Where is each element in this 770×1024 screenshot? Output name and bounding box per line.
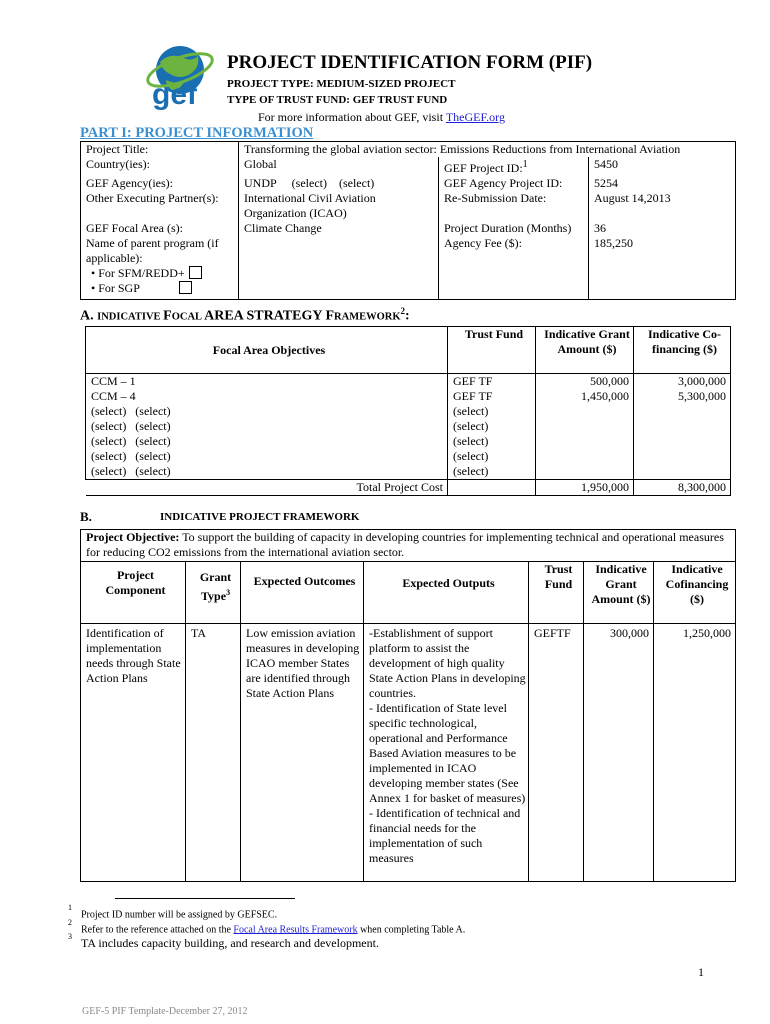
trust-fund-cell: GEF TF [448,389,536,404]
duration-label: Project Duration (Months) [439,221,589,236]
parent-program-cell [81,236,239,300]
section-a-prefix: A. [80,308,94,324]
partners-value: International Civil Aviation Organization (ICAO) [239,191,439,221]
parent-program-label: Name of parent program (if applicable): [86,236,219,265]
focal-area-value: Climate Change [239,221,439,236]
total-cofin: 8,300,000 [634,480,731,496]
gef-project-id-label-text: GEF Project ID: [444,161,523,175]
outputs-cell: -Establishment of support platform to assist the development of high quality State Action Plans in developing countries. - Identification of State level specific technological, operational and Performance Based Aviation measures to be implemented in ICAO developing member states (See Annex 1 for basket of measures) - Identification of technical and financial needs for the implementation of such measures [364,624,529,882]
footnote-3 [68,932,379,951]
objective-cell[interactable]: (select) (select) [86,404,448,419]
col-grant-type [186,562,241,624]
section-b-title: INDICATIVE PROJECT FRAMEWORK [160,511,360,523]
col-cofinancing: Indicative Co-financing ($) [634,327,731,374]
project-objective-text: To support the building of capacity in developing countries for implementing technical and operational measures for reducing CO2 emissions from the international aviation sector. [86,530,724,559]
option-sgp-label: For SGP [98,281,140,295]
parent-program-value [239,236,439,300]
grant-cell: 300,000 [584,624,654,882]
grant-amount-cell [536,419,634,434]
objective-cell[interactable]: (select) (select) [86,449,448,464]
col-grant-amount: Indicative Grant Amount ($) [536,327,634,374]
resubmission-value: August 14,2013 [594,191,671,205]
grant-type-cell: TA [186,624,241,882]
cofin-cell: 1,250,000 [654,624,736,882]
agency-fee-value: 185,250 [594,236,633,250]
objective-cell[interactable]: (select) (select) [86,464,448,480]
cofinancing-cell: 3,000,000 [634,374,731,390]
col-objectives: Focal Area Objectives [86,327,448,374]
focal-area-row [86,449,731,464]
page-number: 1 [698,965,704,979]
footnote-1-num: 1 [68,903,72,912]
footnote-3-num: 3 [68,932,72,941]
footnote-2-num: 2 [68,918,72,927]
trust-fund-cell: GEF TF [448,374,536,390]
cofinancing-cell [634,449,731,464]
col-indicative-cofin: Indicative Cofinancing ($) [654,562,736,624]
trust-fund-cell[interactable]: (select) [448,404,536,419]
section-a-title-end: : [405,308,410,324]
agency-name: UNDP [244,176,277,190]
col-component: Project Component [81,562,186,624]
project-objective-label: Project Objective: [86,530,180,544]
focal-area-row [86,389,731,404]
agency-label: GEF Agency(ies): [81,176,239,191]
country-label: Country(ies): [81,157,239,176]
gef-logo [140,40,220,112]
footnote-2 [68,918,466,936]
col-trust-fund: Trust Fund [448,327,536,374]
duration-value: 36 [594,221,606,235]
footnote-1 [68,903,278,921]
section-a-title-4: AREA STRATEGY [204,308,326,324]
agency-select-2[interactable]: (select) [338,176,375,190]
cofinancing-cell [634,434,731,449]
agency-project-id-value: 5254 [594,176,618,190]
partners-label: Other Executing Partner(s): [81,191,239,221]
agency-value [239,176,439,191]
page-footer: GEF-5 PIF Template-December 27, 2012 [82,1006,248,1017]
gef-project-id-value: 5450 [594,157,618,171]
objective-cell: CCM – 1 [86,374,448,390]
agency-select-1[interactable]: (select) [291,176,327,190]
agency-project-id-label: GEF Agency Project ID: [439,176,589,191]
section-b-prefix: B. [80,509,92,524]
footnote-1-text: Project ID number will be assigned by GEFSEC. [81,909,278,921]
trust-fund-cell[interactable]: (select) [448,464,536,480]
focal-area-table [85,326,731,496]
footnote-3-text: TA includes capacity building, and research and development. [81,936,379,950]
grant-amount-cell: 1,450,000 [536,389,634,404]
option-sgp: • For SGP [86,281,238,296]
trust-cell: GEFTF [529,624,584,882]
grant-amount-cell: 500,000 [536,374,634,390]
project-objective [81,530,736,562]
country-value: Global [239,157,439,176]
grant-amount-cell [536,464,634,480]
trust-fund-cell[interactable]: (select) [448,419,536,434]
section-a-title-6: RAMEWORK [334,311,401,323]
trust-fund-cell[interactable]: (select) [448,434,536,449]
focal-area-row [86,374,731,390]
footnote-divider [115,898,295,899]
footnote-ref-2: 2 [400,306,406,316]
cofinancing-cell: 5,300,000 [634,389,731,404]
option-sfm-label: For SFM/REDD+ [98,266,185,280]
project-info-table [80,141,736,300]
cofinancing-cell [634,464,731,480]
trust-fund-cell[interactable]: (select) [448,449,536,464]
col-outcomes: Expected Outcomes [241,562,364,624]
section-a-title-3: OCAL [171,311,205,323]
focal-area-row [86,404,731,419]
col-trust: Trust Fund [529,562,584,624]
grant-amount-cell [536,449,634,464]
sfm-checkbox[interactable] [189,266,202,279]
page-title: PROJECT IDENTIFICATION FORM (PIF) [227,52,593,73]
section-a-title-1: INDICATIVE [97,311,164,323]
footnote-ref-3: 3 [226,588,231,597]
total-label: Total Project Cost [86,480,448,496]
info-line [258,110,505,125]
footnote-2-text-b: when completing Table A. [357,924,466,936]
footnote-2-text-a: Refer to the reference attached on the [81,924,234,936]
project-type: PROJECT TYPE: MEDIUM-SIZED PROJECT [227,78,456,90]
objective-cell: CCM – 4 [86,389,448,404]
objective-cell[interactable]: (select) (select) [86,434,448,449]
section-a-heading [80,306,410,325]
footnote-ref-1: 1 [522,159,528,170]
logo-text: gef [152,78,197,111]
focal-area-row [86,464,731,480]
focal-area-results-link[interactable]: Focal Area Results Framework [233,924,358,936]
col-indicative-grant: Indicative Grant Amount ($) [584,562,654,624]
total-grant: 1,950,000 [536,480,634,496]
focal-area-row [86,434,731,449]
option-sfm: • For SFM/REDD+ [86,266,238,281]
section-a-title-2: F [163,308,172,324]
project-title-label: Project Title: [81,142,239,158]
col-grant-type-text: Grant Type [199,570,232,603]
project-title-value: Transforming the global aviation sector: Emissions Reductions from International Aviation [244,142,681,156]
gef-project-id-label [439,157,589,176]
part1-heading: PART I: PROJECT INFORMATION [80,125,314,141]
sgp-checkbox[interactable] [179,281,192,294]
component-cell: Identification of implementation needs through State Action Plans [81,624,186,882]
focal-area-row [86,419,731,434]
agency-fee-label: Agency Fee ($): [439,236,589,300]
info-text: For more information about GEF, visit [258,110,446,124]
project-framework-table [80,529,736,882]
grant-amount-cell [536,434,634,449]
col-outputs: Expected Outputs [364,562,529,624]
cofinancing-cell [634,404,731,419]
focal-area-label: GEF Focal Area (s): [81,221,239,236]
trust-fund-type: TYPE OF TRUST FUND: GEF TRUST FUND [227,94,448,106]
focal-area-rows [86,374,731,480]
thegef-link[interactable]: TheGEF.org [445,110,505,124]
cofinancing-cell [634,419,731,434]
resubmission-label: Re-Submission Date: [439,191,589,221]
outcomes-cell: Low emission aviation measures in developing ICAO member States are identified through State Action Plans [241,624,364,882]
section-a-title-5: F [325,308,335,324]
total-fund-empty [448,480,536,496]
grant-amount-cell [536,404,634,419]
objective-cell[interactable]: (select) (select) [86,419,448,434]
